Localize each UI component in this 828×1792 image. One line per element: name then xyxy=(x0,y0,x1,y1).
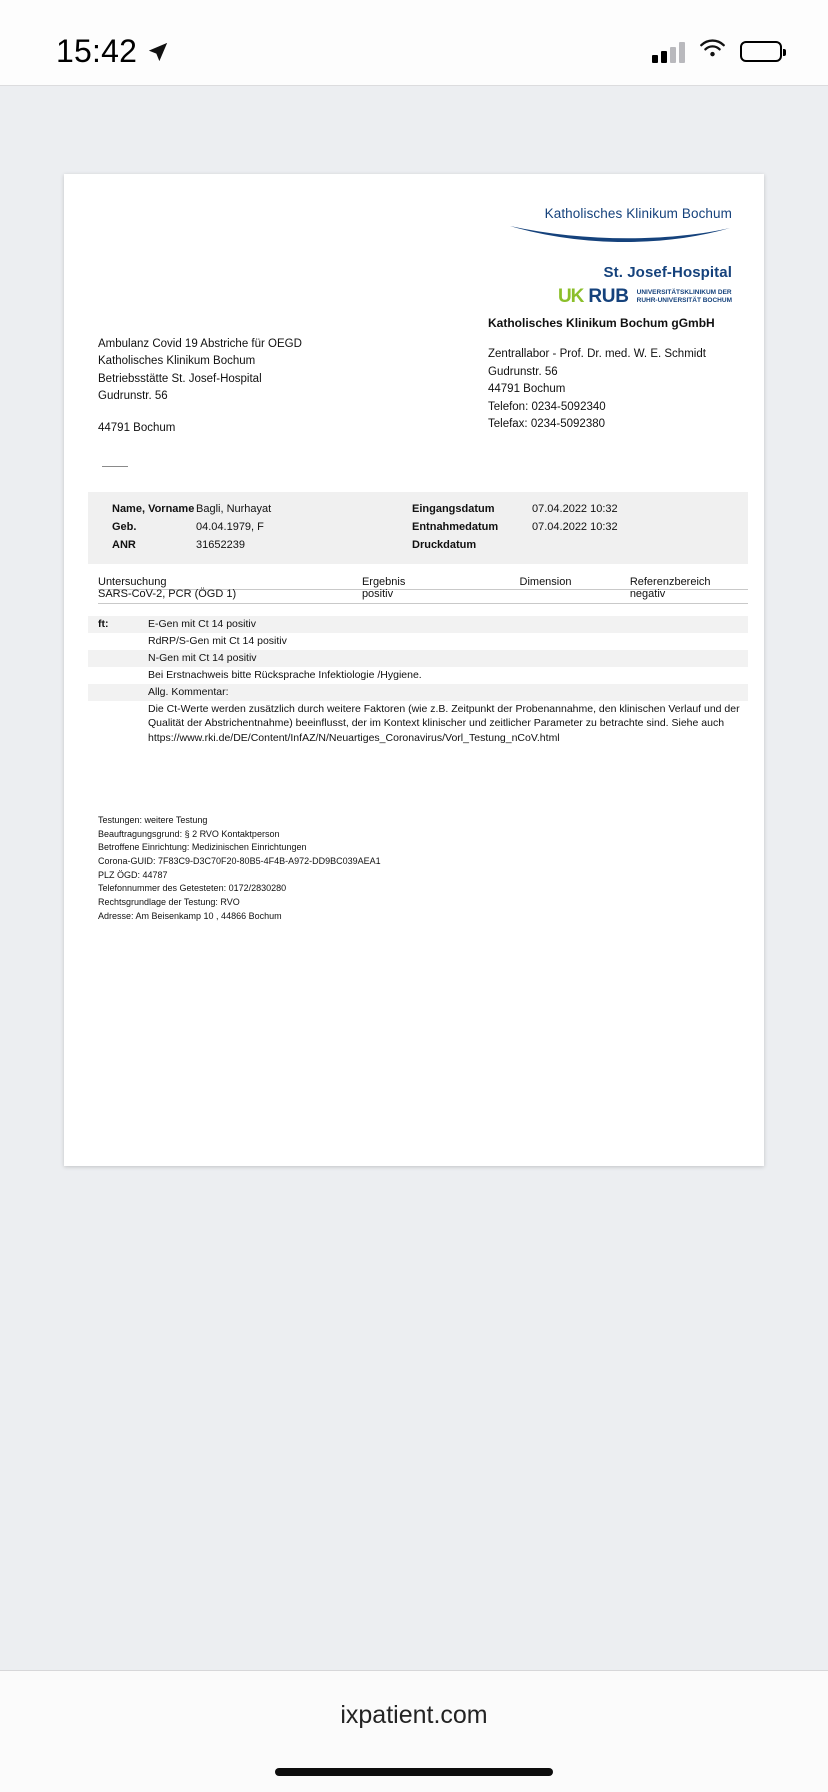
recipient-city: 44791 Bochum xyxy=(98,421,176,434)
comment-row xyxy=(88,667,748,684)
date-value-collected: 07.04.2022 10:32 xyxy=(532,521,618,534)
comment-label: ft: xyxy=(98,618,109,630)
rub-subtitle xyxy=(634,289,732,305)
status-bar-left xyxy=(56,33,169,70)
comment-text: N-Gen mit Ct 14 positiv xyxy=(148,651,257,664)
sender-line-4: Telefax: 0234-5092380 xyxy=(488,418,606,431)
sender-line-0: Zentrallabor - Prof. Dr. med. W. E. Schmidt xyxy=(488,348,706,361)
meta-line-2: Betroffene Einrichtung: Medizinischen Einrichtungen xyxy=(98,842,307,853)
rub-subtitle-line1: UNIVERSITÄTSKLINIKUM DER xyxy=(636,289,732,297)
site-domain-label[interactable]: ixpatient.com xyxy=(340,1701,488,1729)
result-value: positiv xyxy=(361,588,394,600)
recipient-line-2: Betriebsstätte St. Josef-Hospital xyxy=(98,372,262,385)
patient-identity xyxy=(112,500,412,554)
meta-line-1: Beauftragungsgrund: § 2 RVO Kontaktperson xyxy=(98,828,280,839)
col-header-dimension: Dimension xyxy=(519,576,572,588)
sender-line-3: Telefon: 0234-5092340 xyxy=(488,400,606,413)
meta-line-5: Telefonnummer des Getesteten: 0172/2830280 xyxy=(98,883,287,894)
comment-label-empty xyxy=(98,634,148,649)
location-arrow-icon xyxy=(147,41,169,63)
meta-line-3: Corona-GUID: 7F83C9-D3C70F20-80B5-4F4B-A972-DD9BC039AEA1 xyxy=(98,856,381,867)
recipient-line-0: Ambulanz Covid 19 Abstriche für OEGD xyxy=(98,338,302,350)
rub-uk-mark: UK xyxy=(557,286,584,307)
rub-logo xyxy=(432,286,732,308)
col-header-examination: Untersuchung xyxy=(98,576,167,588)
patient-label-anr: ANR xyxy=(112,539,136,552)
patient-value-name: Bagli, Nurhayat xyxy=(196,503,272,515)
result-examination: SARS-CoV-2, PCR (ÖGD 1) xyxy=(98,588,237,600)
rub-subtitle-line2: RUHR-UNIVERSITÄT BOCHUM xyxy=(636,297,732,304)
sender-line-2: 44791 Bochum xyxy=(488,383,566,396)
result-dimension xyxy=(520,588,630,600)
comment-label-empty xyxy=(98,702,148,747)
date-label-collected: Entnahmedatum xyxy=(412,521,499,534)
comment-paragraph-row xyxy=(88,701,748,748)
recipient-line-3: Gudrunstr. 56 xyxy=(98,390,168,403)
comment-label-empty xyxy=(98,668,148,683)
comment-row xyxy=(88,616,748,633)
comment-text: RdRP/S-Gen mit Ct 14 positiv xyxy=(148,634,287,647)
patient-label-name: Name, Vorname xyxy=(112,503,195,515)
date-values xyxy=(532,500,618,554)
sender-line-1: Gudrunstr. 56 xyxy=(488,365,558,378)
comment-block xyxy=(88,616,748,747)
letterhead xyxy=(432,206,732,308)
date-label-printed: Druckdatum xyxy=(412,539,477,552)
fold-mark xyxy=(102,466,128,467)
patient-value-anr: 31652239 xyxy=(196,539,245,552)
wifi-icon xyxy=(699,39,726,64)
patient-label-birth: Geb. xyxy=(112,521,137,534)
date-value-received: 07.04.2022 10:32 xyxy=(532,503,618,515)
date-labels xyxy=(412,500,532,554)
result-reference: negativ xyxy=(629,588,666,600)
sender-address xyxy=(488,314,715,434)
rub-rub-mark: RUB xyxy=(588,286,629,307)
battery-icon xyxy=(740,41,782,62)
comment-row xyxy=(88,650,748,667)
meta-line-0: Testungen: weitere Testung xyxy=(98,815,208,825)
result-table-row xyxy=(98,588,748,604)
comment-row xyxy=(88,684,748,701)
col-header-result: Ergebnis xyxy=(361,576,406,588)
recipient-line-1: Katholisches Klinikum Bochum xyxy=(98,355,256,368)
recipient-address xyxy=(98,336,302,437)
patient-dates xyxy=(412,500,618,554)
meta-line-4: PLZ ÖGD: 44787 xyxy=(98,869,168,880)
date-label-received: Eingangsdatum xyxy=(412,503,495,515)
cellular-signal-icon xyxy=(652,41,685,63)
comment-text: Bei Erstnachweis bitte Rücksprache Infektiologie /Hygiene. xyxy=(148,668,422,681)
comment-row xyxy=(88,633,748,650)
letterhead-hospital-name: St. Josef-Hospital xyxy=(603,264,732,281)
patient-labels xyxy=(112,500,196,554)
status-bar xyxy=(0,0,828,86)
comment-text: E-Gen mit Ct 14 positiv xyxy=(148,618,256,630)
home-indicator[interactable] xyxy=(275,1768,553,1776)
comment-paragraph: Die Ct-Werte werden zusätzlich durch weitere Faktoren (wie z.B. Zeitpunkt der Probenannahme, den klinischen Verlauf und der Qualität der Abstrichentnahme) beeinflusst, der im Kontext klinischer und zeitlicher Parameter zu betrachte sind. Siehe auch https://www.rki.de/DE/Content/InfAZ/N/Neuartiges_Coronavirus/Vorl_Testung_nCoV.html xyxy=(148,702,740,745)
sender-title: Katholisches Klinikum Bochum gGmbH xyxy=(488,316,715,330)
document-viewport[interactable] xyxy=(0,86,828,1670)
meta-line-6: Rechtsgrundlage der Testung: RVO xyxy=(98,897,240,908)
lab-report-page xyxy=(64,174,764,1166)
patient-values xyxy=(196,500,271,554)
col-header-reference: Referenzbereich xyxy=(629,576,711,588)
report-meta xyxy=(98,814,381,923)
clock: 15:42 xyxy=(56,33,138,69)
comment-label-empty xyxy=(98,651,148,666)
patient-value-birth: 04.04.1979, F xyxy=(196,521,264,534)
status-bar-right xyxy=(652,39,782,64)
comment-text: Allg. Kommentar: xyxy=(148,685,229,698)
comment-label-empty xyxy=(98,685,148,700)
patient-info-band xyxy=(88,492,748,564)
letterhead-clinic-name: Katholisches Klinikum Bochum xyxy=(544,206,732,221)
logo-swoosh-icon xyxy=(432,223,732,254)
meta-line-7: Adresse: Am Beisenkamp 10 , 44866 Bochum xyxy=(98,910,282,921)
